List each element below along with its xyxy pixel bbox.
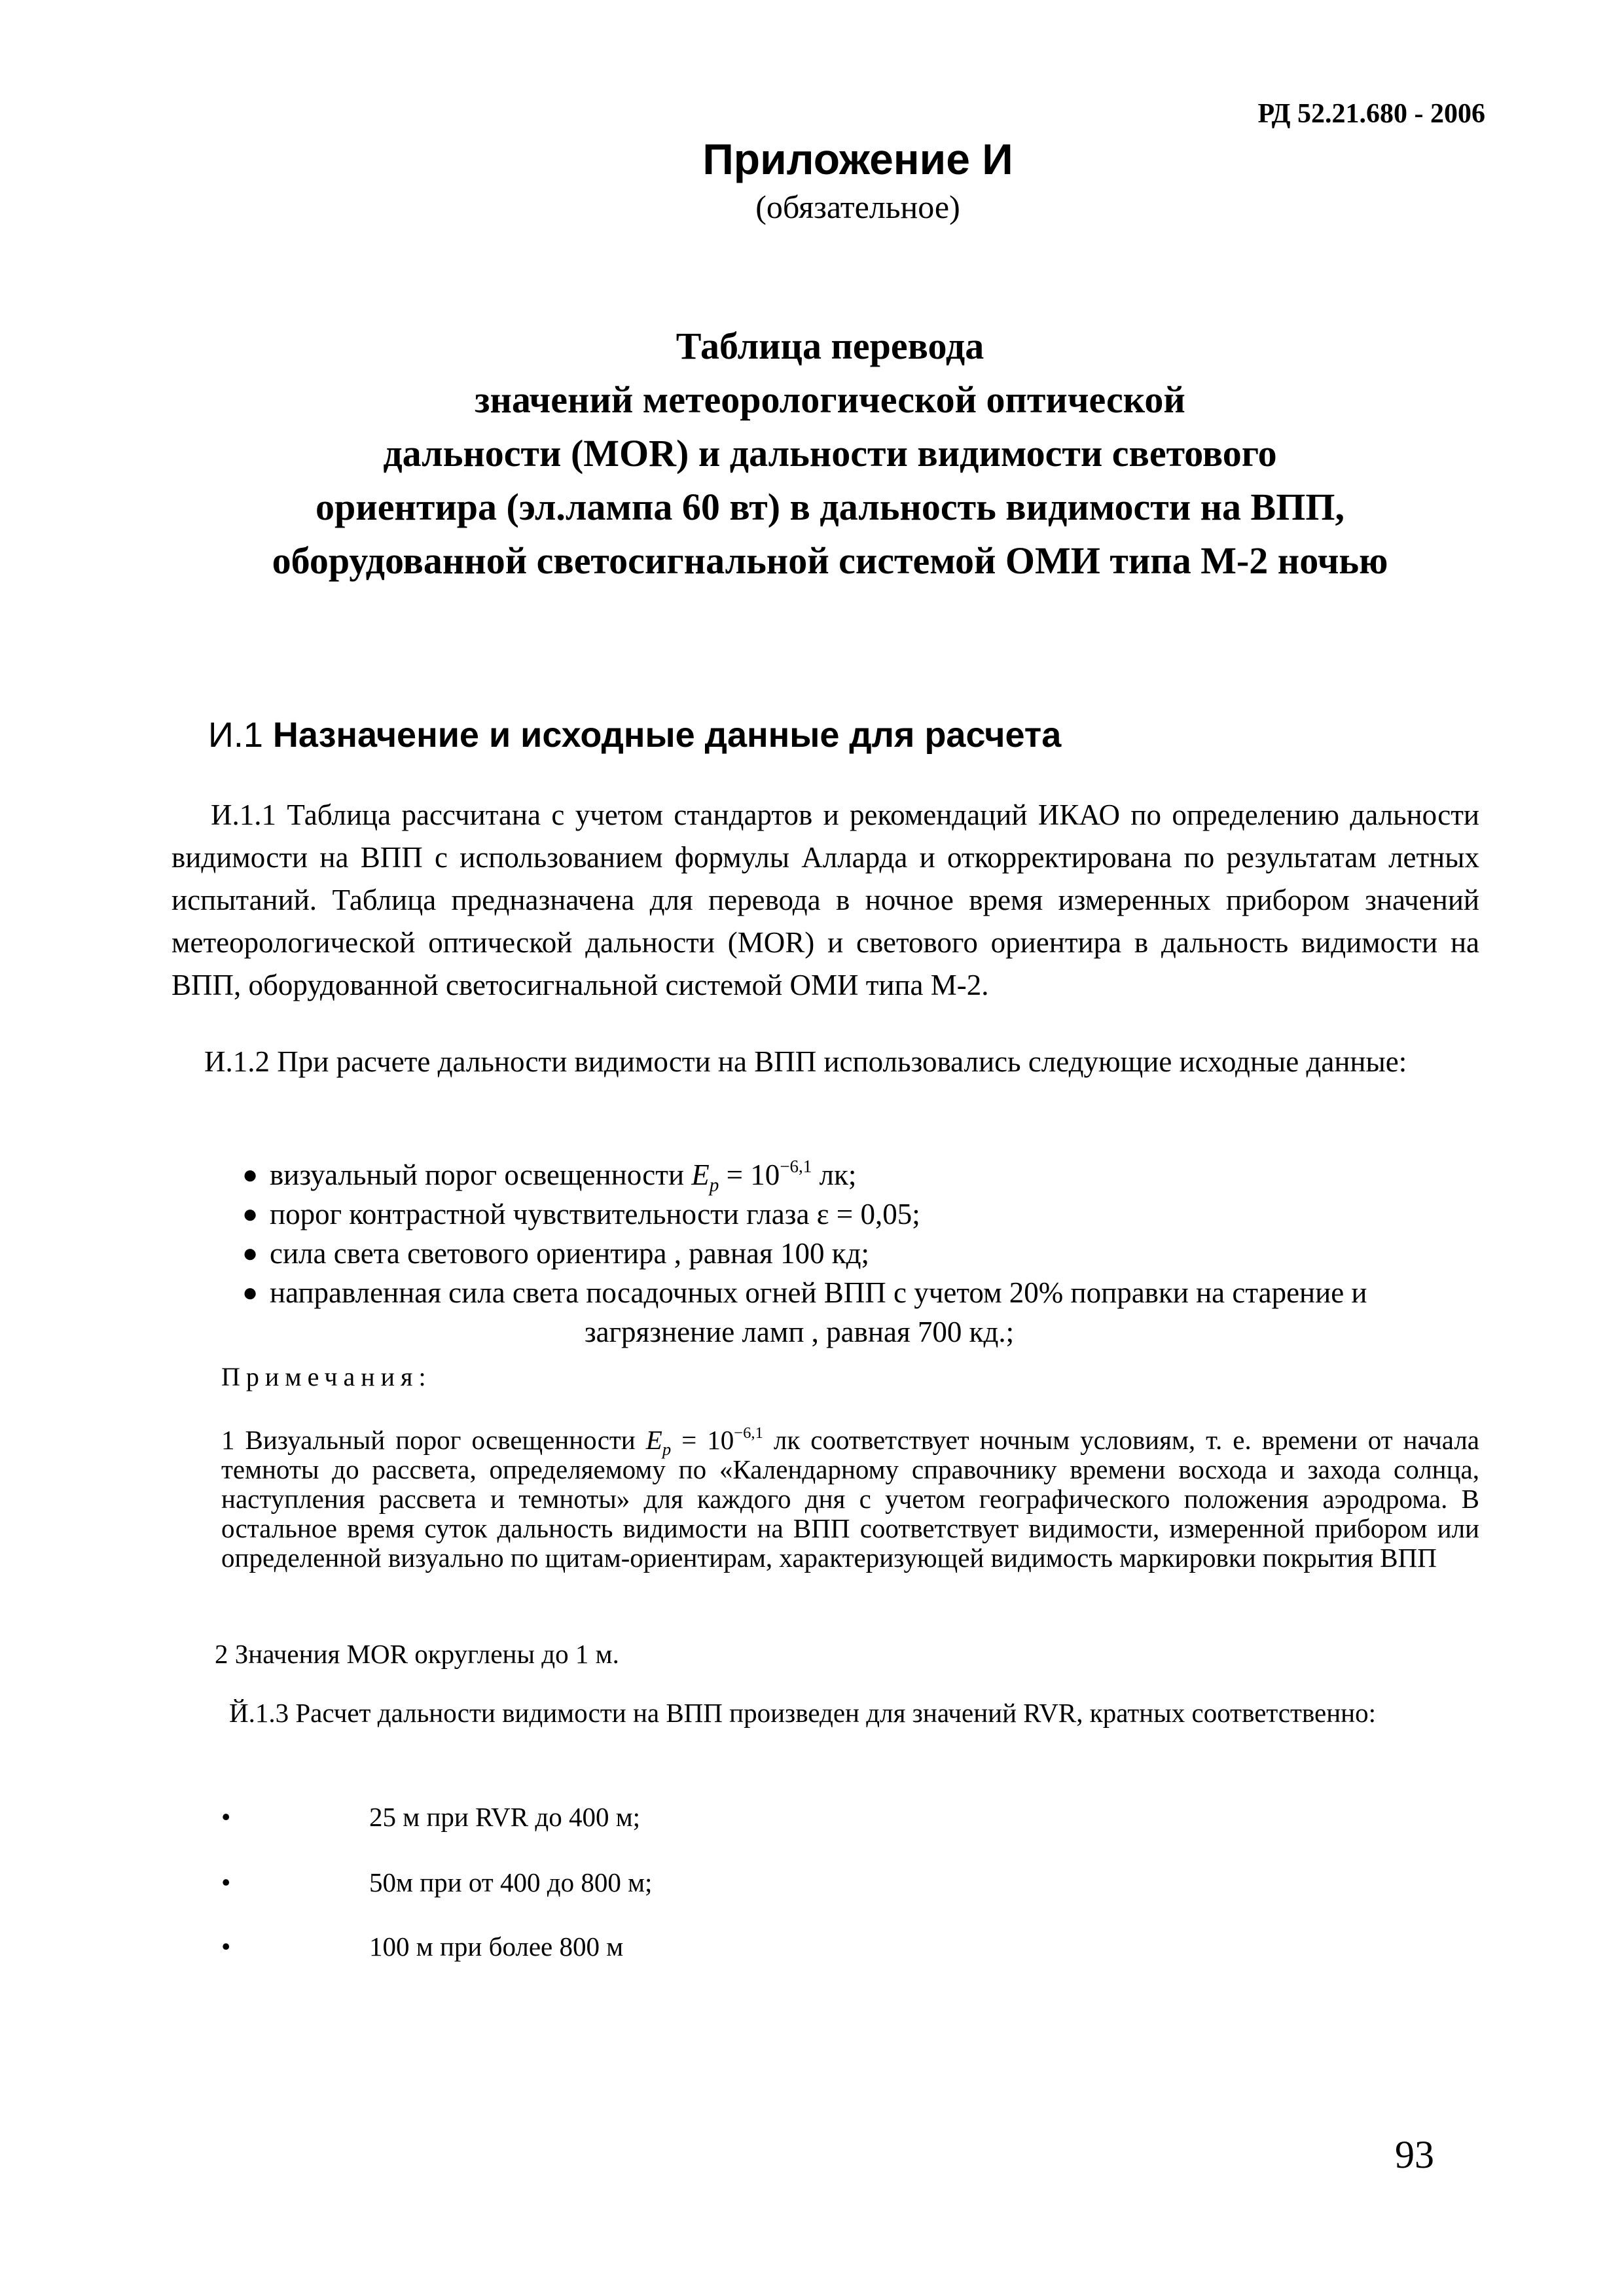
document-code: РД 52.21.680 - 2006 (1257, 99, 1485, 129)
bullet-text: = 10 (719, 1158, 780, 1191)
appendix-subtitle: (обязательное) (755, 188, 960, 225)
paragraph-1-1-3 (221, 1697, 1479, 1729)
note-1 (221, 1426, 1479, 1573)
list-item (242, 1155, 1486, 1194)
list-item-text: 25 м при RVR до 400 м; (369, 1802, 641, 1832)
bullet-icon: • (221, 1802, 231, 1832)
paragraph-1-1-1: И.1.1 Таблица рассчитана с учетом стандартов и рекомендаций ИКАО по определению дальности видимости на ВПП с использованием формулы Алларда и откорректирована по результатам летных испытаний. Таблица предназначена для перевода в ночное время измеренных прибором значений метеорологической оптической дальности (MOR) и светового ориентира в дальность видимости на ВПП, оборудованной светосигнальной системой ОМИ типа М-2. (171, 798, 1479, 1001)
paragraph-1-1-2: И.1.2 При расчете дальности видимости на ВПП использовались следующие исходные данные: (204, 1045, 1407, 1078)
bullet-icon: • (221, 1867, 231, 1897)
section-number: И.1 (208, 715, 263, 755)
page-number: 93 (1395, 2133, 1434, 2176)
section-heading (208, 715, 1061, 755)
bullet-text-continued: загрязнение ламп , равная 700 кд.; (584, 1316, 1015, 1348)
bullet-text: порог контрастной чувствительности глаза ε = 0,05; (270, 1198, 920, 1230)
exponent: −6,1 (780, 1157, 812, 1177)
note-text: = 10 (671, 1425, 734, 1455)
exponent: −6,1 (734, 1424, 763, 1442)
main-title-line: дальности (MOR) и дальности видимости светового (383, 432, 1277, 475)
note-2: 2 Значения MOR округлены до 1 м. (215, 1639, 619, 1669)
bullet-text: направленная сила света посадочных огней ВПП с учетом 20% поправки на старение и (270, 1276, 1367, 1309)
bullet-icon: ● (242, 1278, 259, 1307)
main-title (0, 319, 1624, 588)
bullet-icon: • (221, 1931, 231, 1962)
list-item (242, 1273, 1486, 1352)
bullet-icon: ● (242, 1160, 259, 1189)
main-title-line: Таблица перевода (676, 325, 984, 367)
note-text: лк соответствует ночным условиям, т. е. времени от начала темноты до рассвета, определяемому по «Календарному справочнику времени восхода и захода солнца, наступления рассвета и темноты» для каждого дня с учетом географического положения аэродрома. В остальное время суток дальность видимости на ВПП соответствует видимости, измеренной прибором или определенной визуально по щитам-ориентирам, характеризующей видимость маркировки покрытия ВПП (221, 1425, 1479, 1573)
symbol-e: E (645, 1425, 662, 1455)
bullet-text: сила света светового ориентира , равная 100 кд; (270, 1237, 869, 1270)
section-title: Назначение и исходные данные для расчета (272, 715, 1062, 755)
bullet-icon: ● (242, 1199, 259, 1229)
list-item (242, 1234, 1486, 1273)
main-title-line: значений метеорологической оптической (475, 378, 1185, 421)
list-item (242, 1194, 1486, 1234)
symbol-e: E (691, 1158, 710, 1191)
symbol-subscript: p (709, 1175, 719, 1196)
bullet-text: визуальный порог освещенности (270, 1158, 692, 1191)
input-data-list (242, 1155, 1486, 1352)
symbol-subscript: p (662, 1439, 672, 1460)
bullet-icon: ● (242, 1238, 259, 1268)
note-text: 1 Визуальный порог освещенности (221, 1425, 646, 1455)
list-item-text: 100 м при более 800 м (369, 1931, 624, 1962)
main-title-line: ориентира (эл.лампа 60 вт) в дальность видимости на ВПП, (316, 486, 1344, 528)
appendix-title: Приложение И (702, 135, 1013, 183)
notes-label: Примечания: (221, 1362, 432, 1391)
bullet-text: лк; (812, 1158, 857, 1191)
list-item-text: 50м при от 400 до 800 м; (369, 1867, 653, 1897)
main-title-line: оборудованной светосигнальной системой ОМИ типа М-2 ночью (272, 539, 1388, 582)
paragraph-text: Й.1.3 Расчет дальности видимости на ВПП произведен для значений RVR, кратных соответственно: (229, 1698, 1377, 1728)
